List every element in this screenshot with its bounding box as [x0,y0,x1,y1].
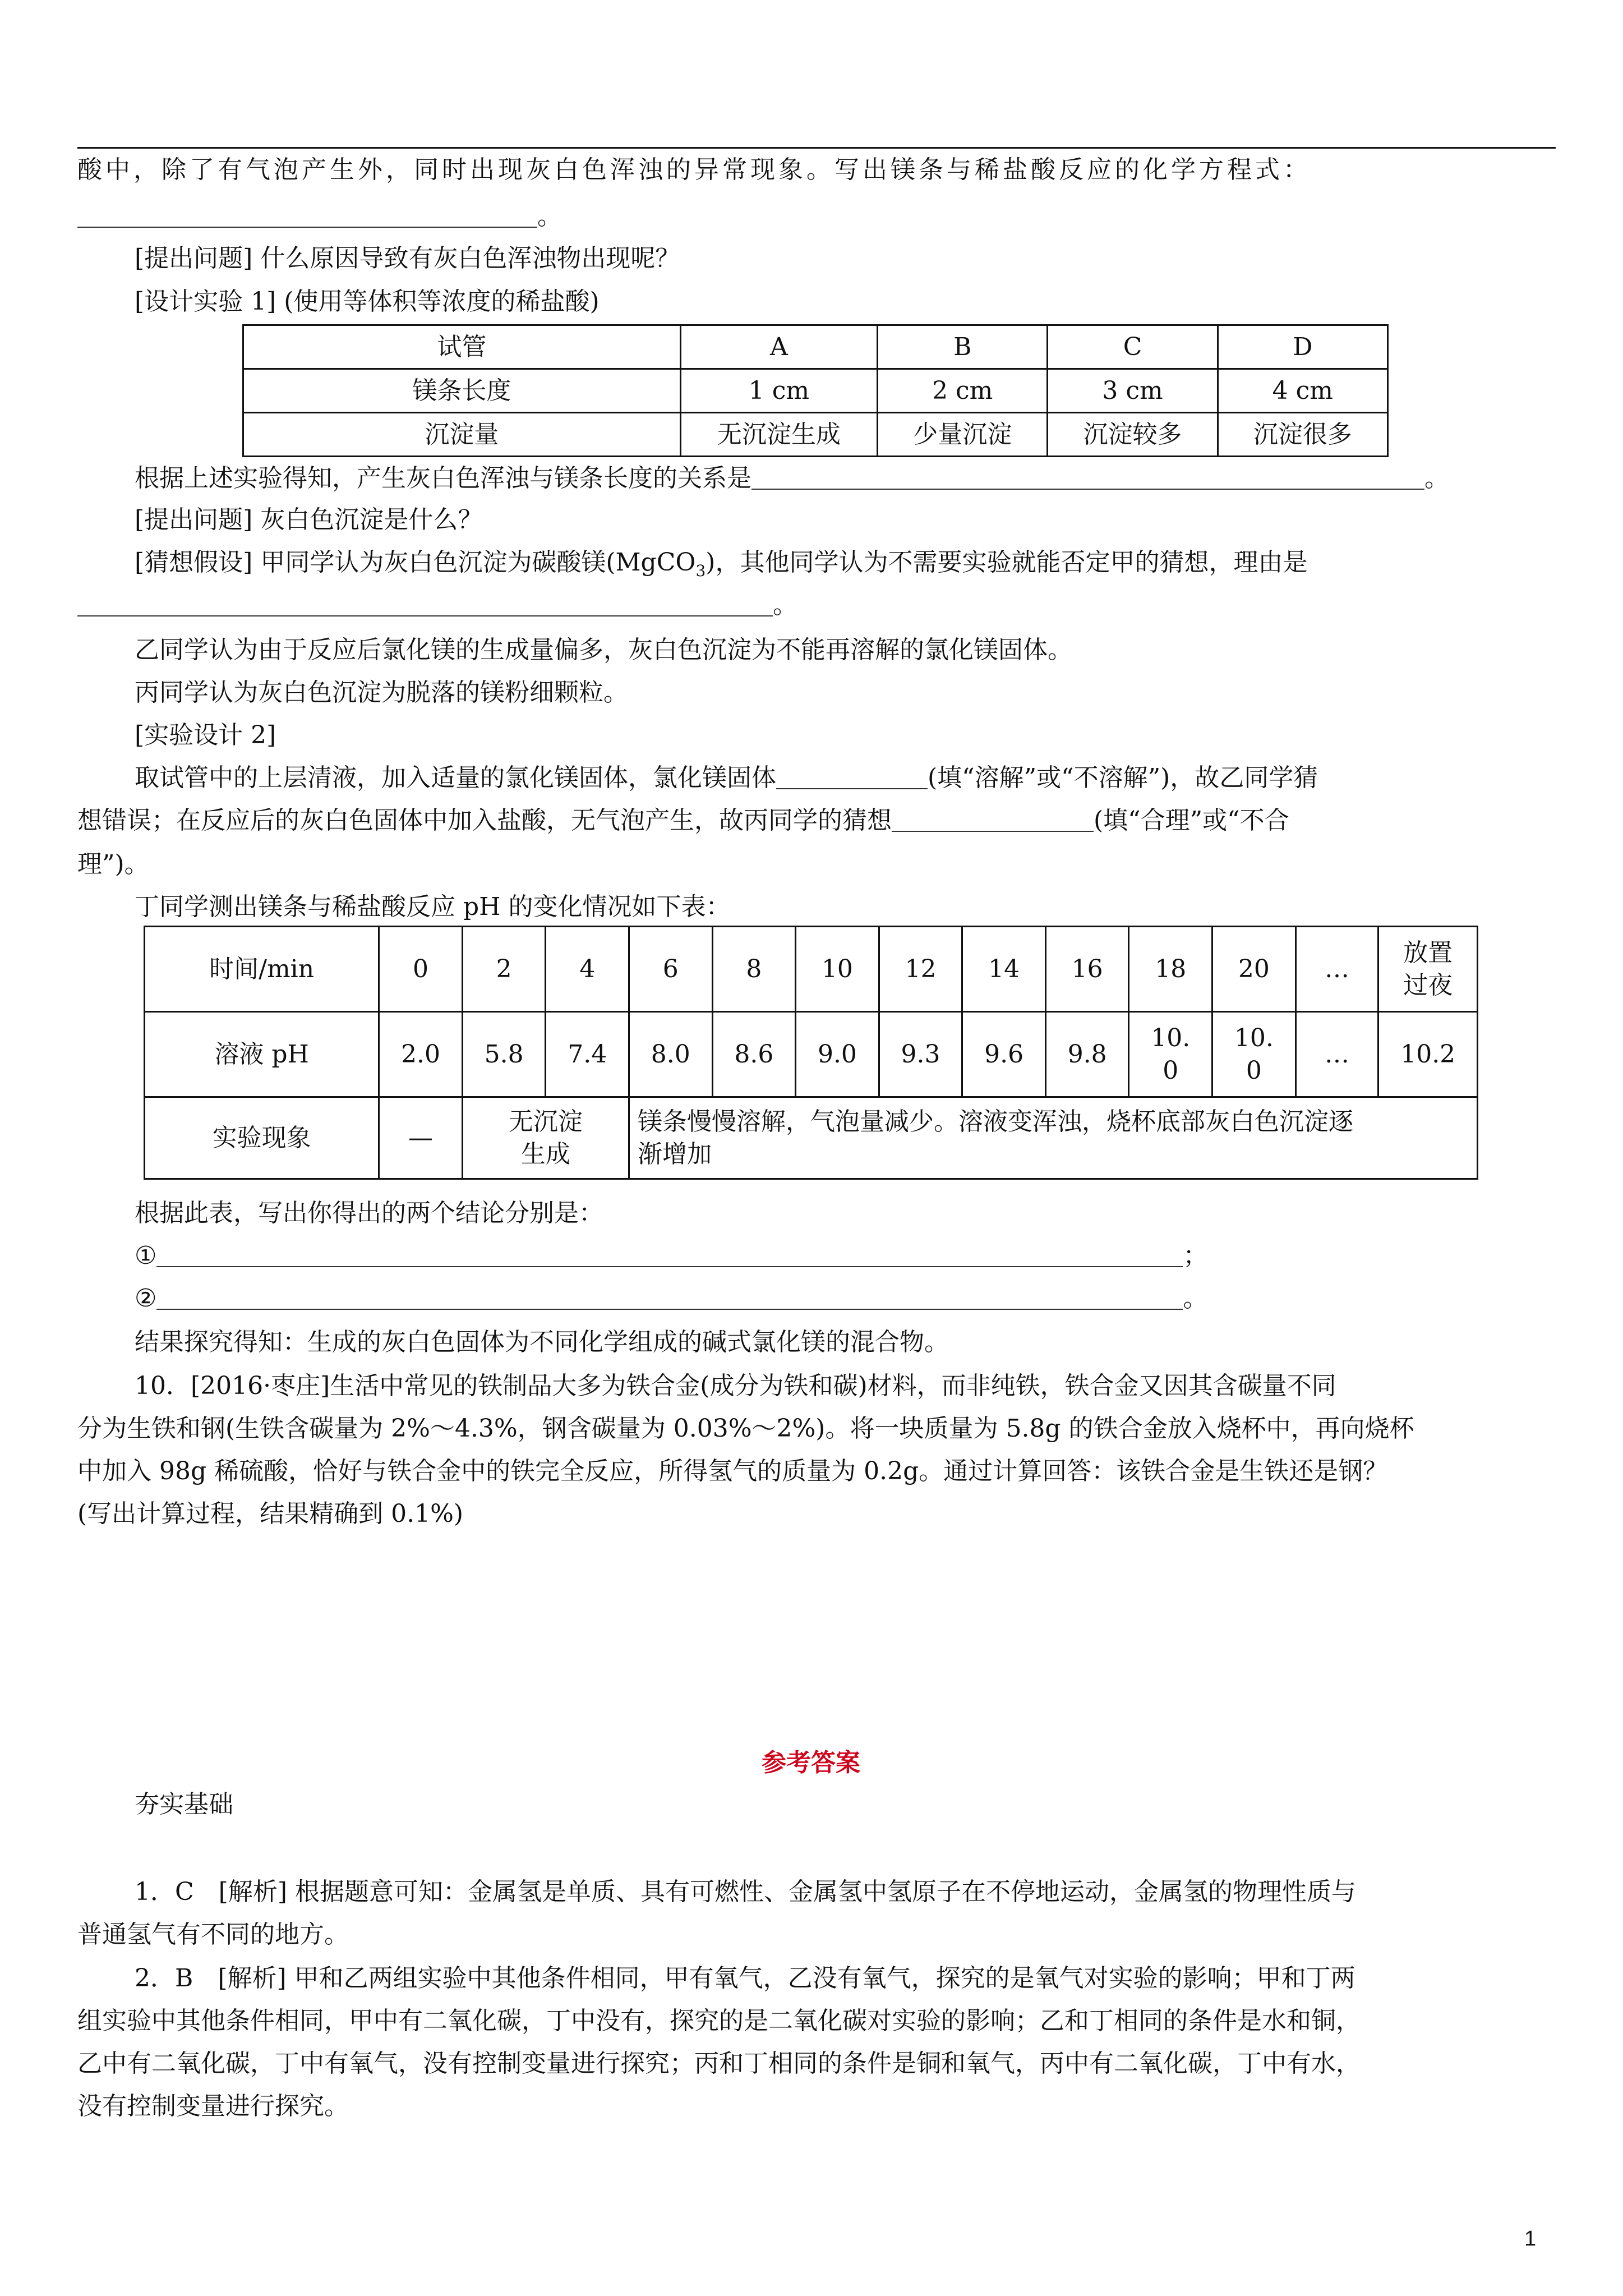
ph-cell: … [1295,1012,1378,1097]
equation-blank[interactable] [77,204,537,228]
time-label: 时间/min [145,927,379,1012]
ph-label: 溶液 pH [145,1012,379,1097]
ph-cell: 9.6 [962,1012,1046,1097]
reason-blank[interactable] [77,593,773,616]
table1-header-row [243,325,1388,369]
answer-2-line-2: 组实验中其他条件相同，甲中有二氧化碳，丁中没有，探究的是二氧化碳对实验的影响；乙和丁相同的条件是水和铜， [77,2007,1361,2035]
q9-ask-2: [提出问题] 灰白色沉淀是什么？ [135,505,483,534]
ph-cell: 9.3 [879,1012,962,1097]
answer-2-line-1: 2．B [解析] 甲和乙两组实验中其他条件相同，甲有氧气，乙没有氧气，探究的是氧气对实验的影响；甲和丁两 [135,1964,1355,1993]
q10-line-2: 分为生铁和钢(生铁含碳量为 2%～4.3%，钢含碳量为 0.03%～2%)。将一块质量为 5.8g 的铁合金放入烧杯中，再向烧杯 [77,1414,1414,1443]
table1-cell: 沉淀很多 [1218,413,1387,457]
q9-design-2: [实验设计 2] [135,721,276,749]
time-cell: 0 [379,927,463,1012]
ph-cell: 7.4 [546,1012,629,1097]
q9-conclusion-1: ① ； [135,1241,1208,1270]
q9-guess-bing: 丙同学认为灰白色沉淀为脱落的镁粉细颗粒。 [135,678,628,707]
table1-header: C [1048,325,1218,369]
dissolve-blank[interactable] [776,766,928,789]
q9-design-2-line-1: 取试管中的上层清液，加入适量的氯化镁固体，氯化镁固体 (填“溶解”或“不溶解”)，故乙同学猜 [135,763,1318,792]
q9-relation: 根据上述实验得知，产生灰白色浑浊与镁条长度的关系是 。 [135,464,1449,493]
header-rule [77,147,1556,149]
relation-blank[interactable] [751,466,1424,490]
table1-header: B [878,325,1048,369]
table1-cell: 2 cm [878,369,1048,413]
magnesium-length-table [242,324,1389,457]
table1-cell: 无沉淀生成 [680,413,877,457]
ph-overnight-cell: 10.2 [1378,1012,1478,1097]
conclusion-2-blank[interactable] [156,1286,1183,1310]
q9-ask-1: [提出问题] 什么原因导致有灰白色浑浊物出现呢？ [135,244,680,273]
observation-cell: — [379,1097,463,1179]
time-cell: 4 [546,927,629,1012]
time-cell: 20 [1212,927,1296,1012]
table1-cell: 镁条长度 [243,369,681,413]
ph-cell: 10. 0 [1129,1012,1212,1097]
q9-line-1: 酸中，除了有气泡产生外，同时出现灰白色浑浊的异常现象。写出镁条与稀盐酸反应的化学方程式： [77,155,1311,184]
answer-2-line-3: 乙中有二氧化碳，丁中有氧气，没有控制变量进行探究；丙和丁相同的条件是铜和氧气，丙中有二氧化碳，丁中有水， [77,2049,1361,2078]
q9-result: 结果探究得知：生成的灰白色固体为不同化学组成的碱式氯化镁的混合物。 [135,1328,949,1356]
q9-ding: 丁同学测出镁条与稀盐酸反应 pH 的变化情况如下表： [135,892,731,921]
q9-conclusion-2: ② 。 [135,1284,1208,1313]
table2-time-row [145,927,1478,1012]
table1-header: D [1218,325,1387,369]
table1-cell: 沉淀较多 [1048,413,1218,457]
table1-cell: 4 cm [1218,369,1387,413]
time-cell: 2 [462,927,546,1012]
table2-ph-row [145,1012,1478,1097]
observation-label: 实验现象 [145,1097,379,1179]
ph-cell: 10. 0 [1212,1012,1296,1097]
q9-conclude: 根据此表，写出你得出的两个结论分别是： [135,1199,603,1227]
table1-header: A [680,325,877,369]
time-cell: … [1295,927,1378,1012]
table1-row [243,413,1388,457]
q9-design-2-line-3: 理”)。 [77,850,149,878]
q9-design-1: [设计实验 1] (使用等体积等浓度的稀盐酸) [135,287,600,316]
q9-guess-blank-line: 。 [77,588,797,623]
ph-cell: 9.0 [796,1012,879,1097]
table2-observation-row [145,1097,1478,1179]
time-cell: 8 [712,927,796,1012]
answers-section: 夯实基础 [135,1790,233,1819]
table1-cell: 少量沉淀 [878,413,1048,457]
q10-line-4: (写出计算过程，结果精确到 0.1%) [77,1499,464,1528]
q10-line-3: 中加入 98g 稀硫酸，恰好与铁合金中的铁完全反应，所得氢气的质量为 0.2g。通过计算回答：该铁合金是生铁还是钢？ [77,1457,1388,1485]
reasonable-blank[interactable] [892,808,1094,832]
table1-cell: 3 cm [1048,369,1218,413]
q9-guess-jia: [猜想假设] 甲同学认为灰白色沉淀为碳酸镁(MgCO$_3$)，其他同学认为不需要实验就能否定甲的猜想，理由是 [135,548,1308,580]
answer-1-line-2: 普通氢气有不同的地方。 [77,1920,349,1949]
answer-2-line-4: 没有控制变量进行探究。 [77,2092,349,2120]
time-cell: 6 [629,927,713,1012]
table1-cell: 沉淀量 [243,413,681,457]
conclusion-1-blank[interactable] [156,1244,1183,1267]
page-number: 1 [1524,2227,1537,2251]
q9-design-2-line-2: 想错误；在反应后的灰白色固体中加入盐酸，无气泡产生，故丙同学的猜想 (填“合理”或“不合 [77,806,1289,835]
ph-cell: 5.8 [462,1012,546,1097]
q10-line-1: 10．[2016·枣庄]生活中常见的铁制品大多为铁合金(成分为铁和碳)材料，而非纯铁，铁合金又因其含碳量不同 [135,1372,1336,1400]
ph-cell: 2.0 [379,1012,463,1097]
answer-1-line-1: 1．C [解析] 根据题意可知：金属氢是单质、具有可燃性、金属氢中氢原子在不停地运动，金属氢的物理性质与 [135,1878,1356,1906]
ph-cell: 9.8 [1045,1012,1129,1097]
overnight-cell: 放置 过夜 [1378,927,1478,1012]
ph-cell: 8.0 [629,1012,713,1097]
time-cell: 18 [1129,927,1212,1012]
ph-cell: 8.6 [712,1012,796,1097]
ph-change-table [144,926,1478,1180]
q9-guess-yi: 乙同学认为由于反应后氯化镁的生成量偏多，灰白色沉淀为不能再溶解的氯化镁固体。 [135,636,1072,664]
time-cell: 16 [1045,927,1129,1012]
table1-row [243,369,1388,413]
time-cell: 14 [962,927,1046,1012]
table1-header: 试管 [243,325,681,369]
q9-equation-blank-line: 。 [77,199,562,234]
time-cell: 10 [796,927,879,1012]
table1-cell: 1 cm [680,369,877,413]
answers-title: 参考答案 [762,1749,860,1777]
observation-cell: 无沉淀 生成 [462,1097,629,1179]
time-cell: 12 [879,927,962,1012]
observation-cell-wide: 镁条慢慢溶解，气泡量减少。溶液变浑浊，烧杯底部灰白色沉淀逐 渐增加 [629,1097,1478,1179]
